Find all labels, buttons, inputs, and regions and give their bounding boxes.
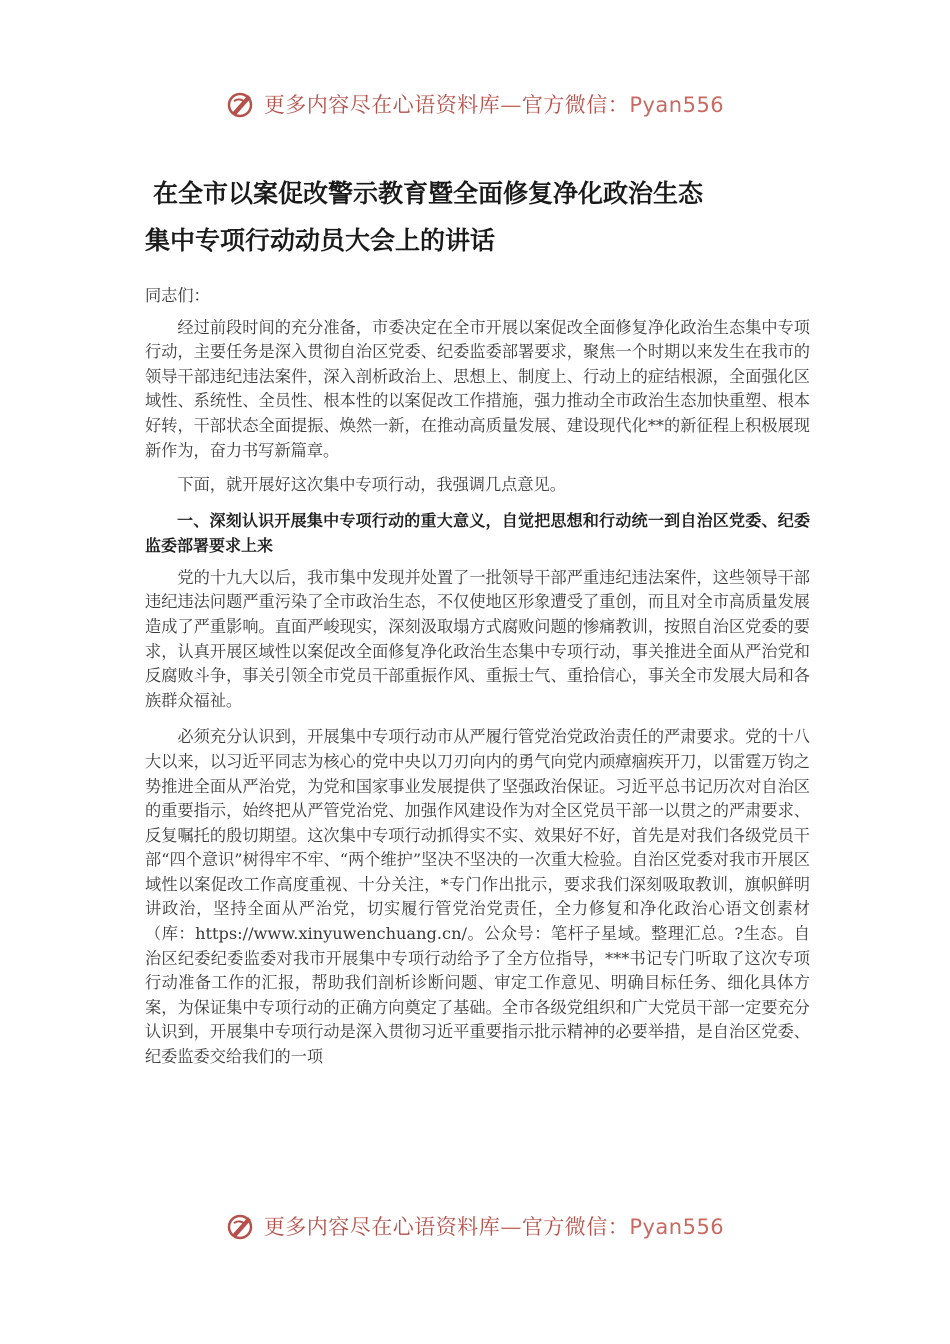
paragraph-1: 经过前段时间的充分准备，市委决定在全市开展以案促改全面修复净化政治生态集中专项行动，主要任务是深入贯彻自治区党委、纪委监委部署要求，聚焦一个时期以来发生在我市的领导干部违纪违法案件，深入剖析政治上、思想上、制度上、行动上的症结根源，全面强化区域性、系统性、全员性、根本性的以案促改工作措施，强力推动全市政治生态加快重塑、根本好转，干部状态全面提振、焕然一新，在推动高质量发展、建设现代化**的新征程上积极展现新作为，奋力书写新篇章。 [145, 317, 810, 460]
paragraph-4: 必须充分认识到，开展集中专项行动市从严履行管党治党政治责任的严肃要求。党的十八大以来，以习近平同志为核心的党中央以刀刃向内的勇气向党内顽瘴痼疾开刀，以雷霆万钧之势推进全面从严治党，为党和国家事业发展提供了坚强政治保证。习近平总书记历次对自治区的重要指示，始终把从严管党治党、加强作风建设作为对全区党员干部一以贯之的严肃要求、反复嘱托的殷切期望。这次集中专项行动抓得实不实、效果好不好，首先是对我们各级党员干部“四个意识”树得牢不牢、“两个维护”坚决不坚决的一次重大检验。自治区党委对我市开展区域性以案促改工作高度重视、十分关注，*专门作出批示，要求我们深刻吸取教训，旗帜鲜明讲政治，坚持全面从严治党，切实履行管党治党责任，全力修复和净化政治心语文创素材（库：https://www.xinyuwenchuang.cn/。公众号：笔杆子星域。整理汇总。?生态。自治区纪委纪委监委对我市开展集中专项行动给予了全方位指导，***书记专门听取了这次专项行动准备工作的汇报，帮助我们剖析诊断问题、审定工作意见、明确目标任务、细化具体方案，为保证集中专项行动的正确方向奠定了基础。全市各级党组织和广大党员干部一定要充分认识到，开展集中专项行动是深入贯彻习近平重要指示批示精神的必要举措，是自治区党委、纪委监委交给我们的一项 [145, 727, 810, 1067]
banner-text: 更多内容尽在心语资料库—官方微信：Pyan556 [263, 1215, 725, 1239]
title-line-1: 在全市以案促改警示教育暨全面修复净化政治生态 [153, 179, 704, 208]
paragraph-2: 下面，就开展好这次集中专项行动，我强调几点意见。 [177, 475, 566, 495]
footer-watermark-banner [0, 1204, 950, 1248]
salutation: 同志们： [145, 286, 210, 305]
brush-logo-icon [226, 1211, 256, 1241]
title-line-2: 集中专项行动动员大会上的讲话 [145, 226, 496, 255]
document-body [145, 284, 810, 1080]
paragraph-3: 党的十九大以后，我市集中发现并处置了一批领导干部严重违纪违法案件，这些领导干部违纪违法问题严重污染了全市政治生态，不仅使地区形象遭受了重创，而且对全市高质量发展造成了严重影响。直面严峻现实，深刻汲取塌方式腐败问题的惨痛教训，按照自治区党委的要求，认真开展区域性以案促改全面修复净化政治生态集中专项行动，事关推进全面从严治党和反腐败斗争，事关引领全市党员干部重振作风、重振士气、重拾信心，事关全市发展大局和各族群众福祉。 [145, 567, 810, 710]
section-heading-1: 一、深刻认识开展集中专项行动的重大意义，自觉把思想和行动统一到自治区党委、纪委监委部署要求上来 [145, 510, 810, 555]
banner-text: 更多内容尽在心语资料库—官方微信：Pyan556 [263, 93, 725, 117]
document-title [145, 170, 825, 264]
brush-logo-icon [226, 89, 256, 119]
header-watermark-banner [0, 82, 950, 126]
